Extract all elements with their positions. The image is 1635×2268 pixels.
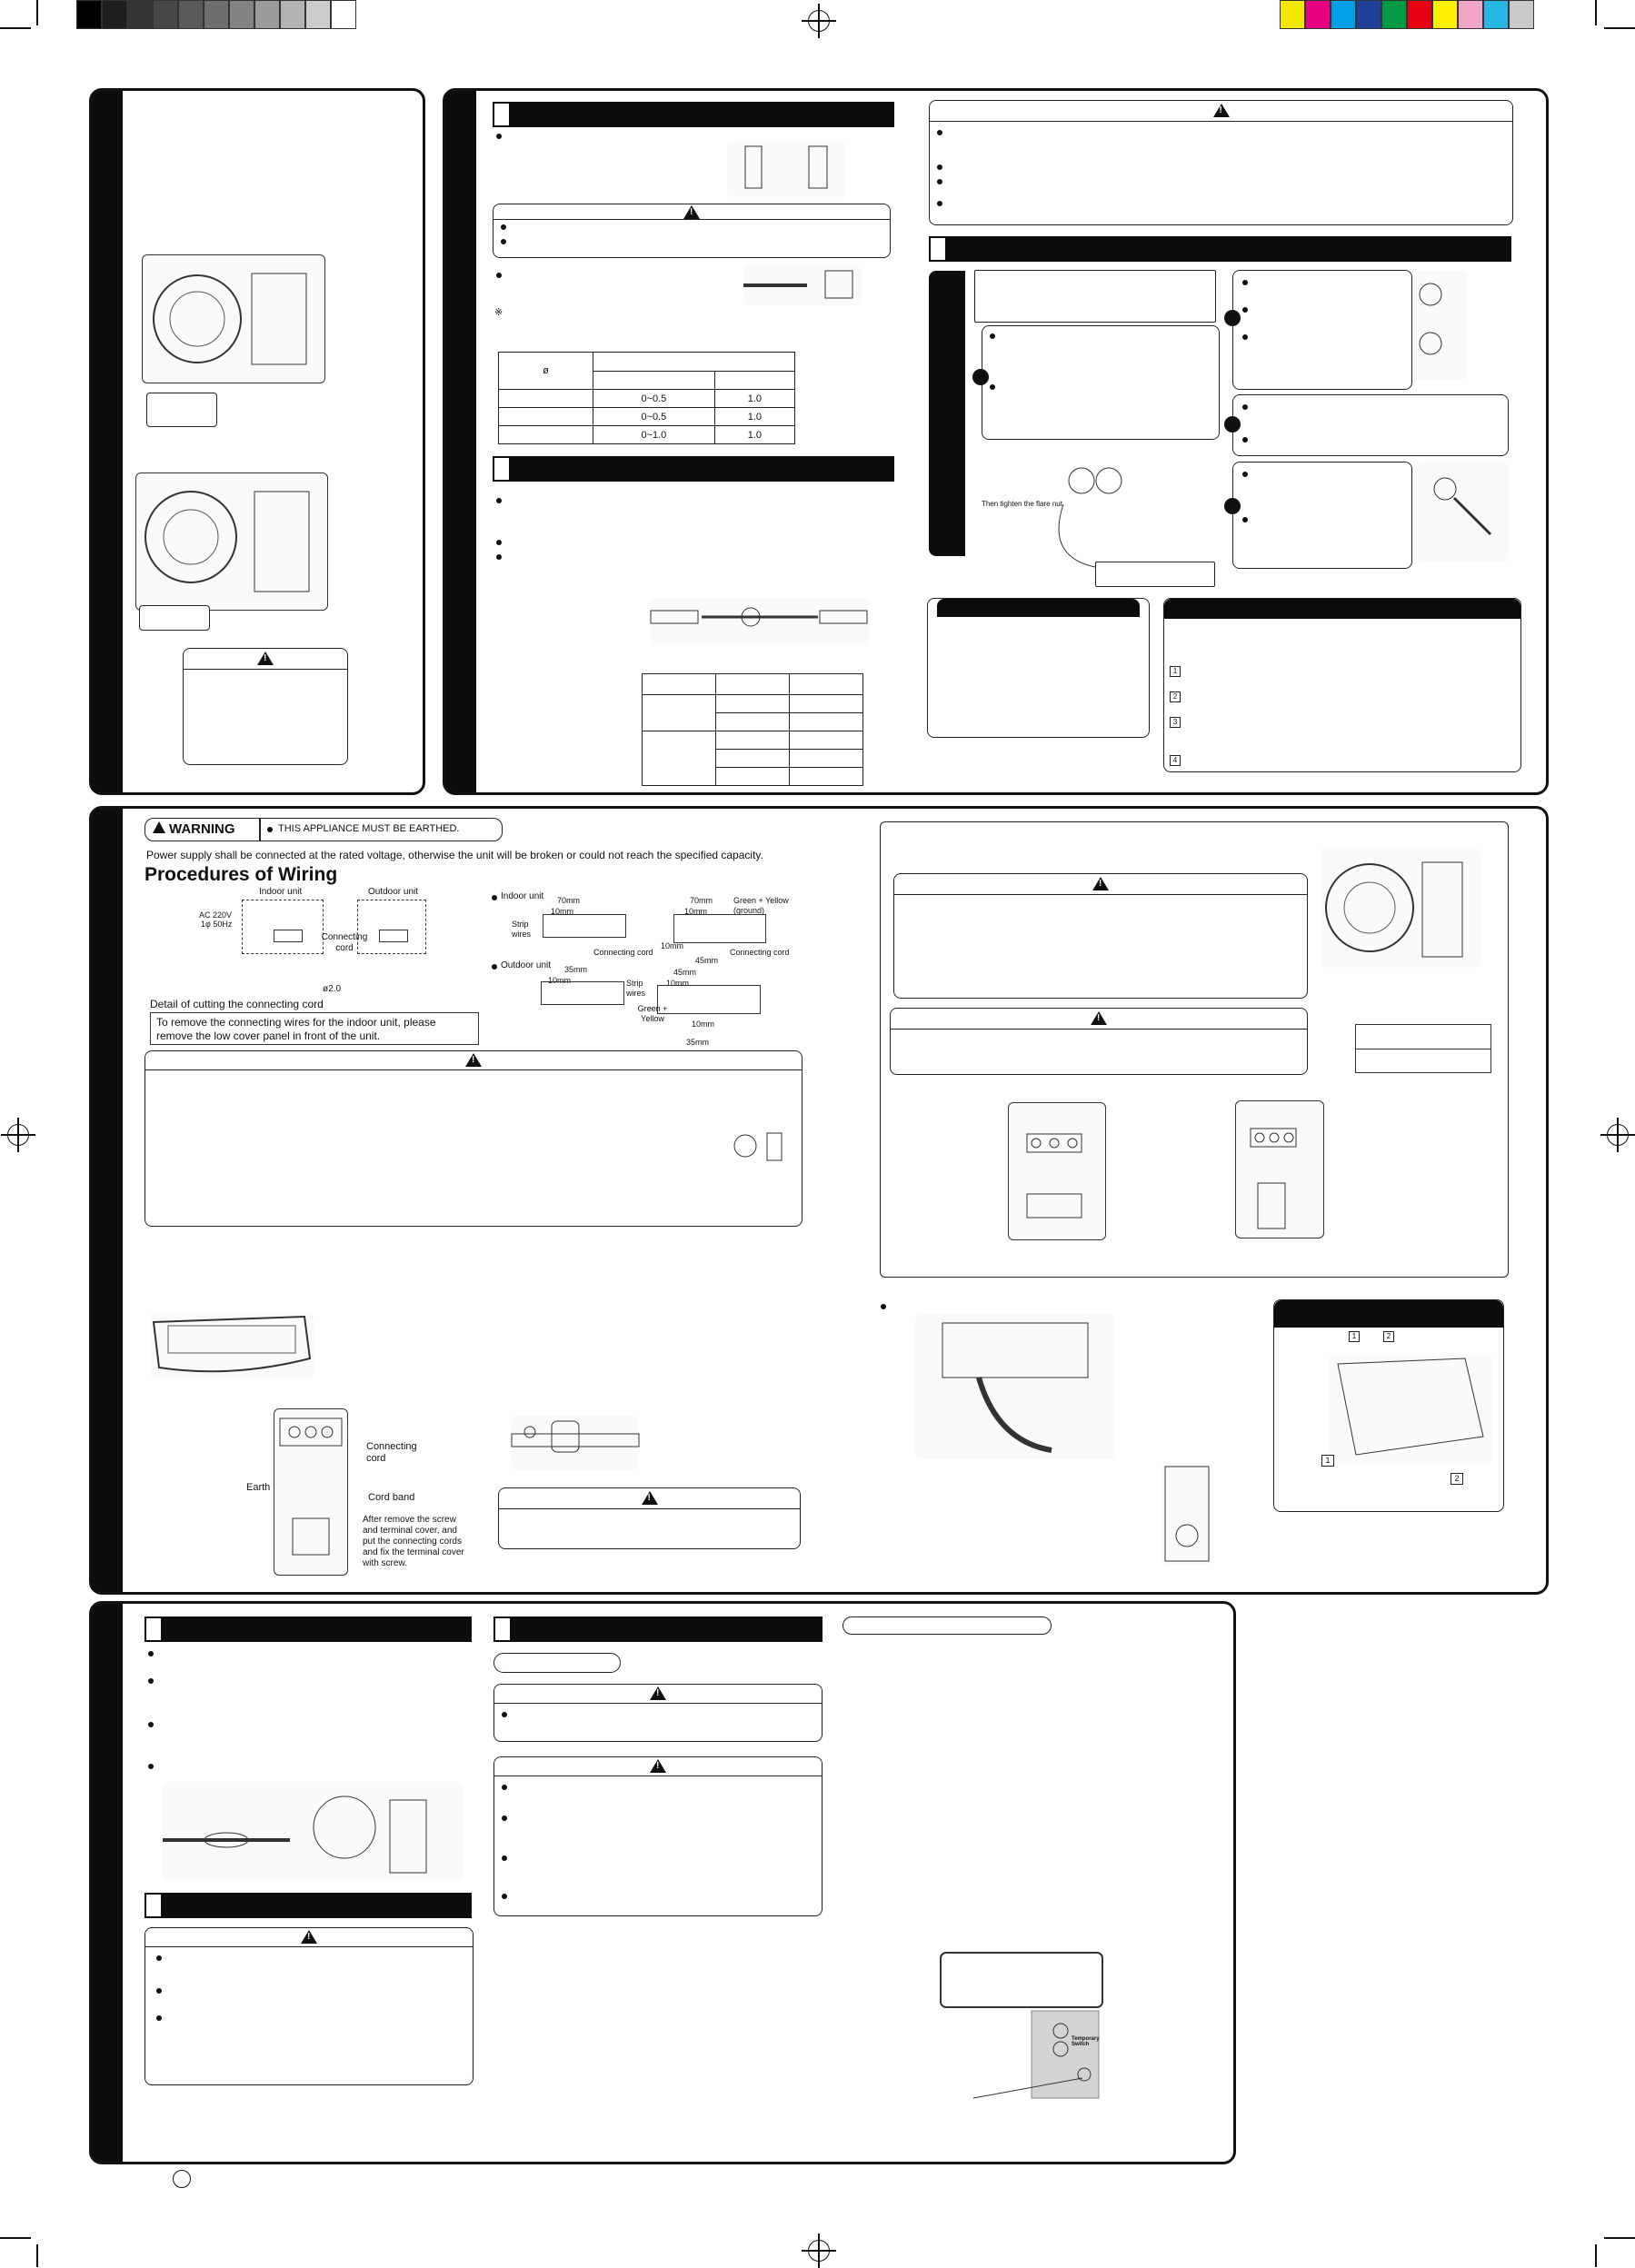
terminal-screw-illustration xyxy=(727,1124,791,1169)
marker-box-3: 1 xyxy=(1321,1455,1334,1467)
dim-label: 10mm xyxy=(661,941,684,950)
crop-mark xyxy=(0,2237,31,2239)
dim-label: 70mm xyxy=(557,896,581,905)
cord-outdoor-label: Outdoor unit xyxy=(501,960,552,970)
purging-box-5 xyxy=(1232,462,1412,569)
outdoor-unit-illustration-2 xyxy=(135,472,328,611)
connecting-cord-label-2: Connecting cord xyxy=(593,948,653,957)
wall-hole-illustration xyxy=(1161,1463,1212,1565)
caution-box-outdoor-2 xyxy=(890,1008,1308,1075)
indoor-terminal-illustration xyxy=(274,1408,348,1576)
section-header-operation xyxy=(493,1616,822,1642)
dim-label: 10mm xyxy=(551,907,574,916)
warning-icon xyxy=(650,1686,666,1700)
registration-mark-top xyxy=(808,10,830,32)
cord-drawing-4 xyxy=(657,985,761,1014)
purging-box-3 xyxy=(1232,270,1412,390)
panel-outdoor-unit xyxy=(89,88,425,795)
warning-label: WARNING xyxy=(169,821,235,837)
gray-swatch xyxy=(331,0,356,29)
flare-dimension-table xyxy=(498,352,795,444)
section-header-test xyxy=(145,1893,472,1918)
gray-swatch xyxy=(178,0,204,29)
terminal-block-indoor xyxy=(274,930,303,942)
step-marker-2 xyxy=(1224,310,1241,326)
outdoor-unit-label: Outdoor unit xyxy=(368,887,419,897)
label-box xyxy=(1095,562,1215,587)
gray-swatch xyxy=(102,0,127,29)
warning-icon xyxy=(642,1491,658,1505)
dim-label: 70mm xyxy=(690,896,713,905)
remove-note-box xyxy=(150,1012,479,1045)
crop-mark xyxy=(0,27,31,29)
rounded-label-box-2 xyxy=(842,1616,1052,1635)
remove-note-line2: remove the low cover panel in front of the unit. xyxy=(156,1030,381,1042)
gray-swatch xyxy=(254,0,280,29)
gauge-manifold-illustration xyxy=(991,450,1172,577)
color-swatch xyxy=(1483,0,1509,29)
outdoor-wiring-box xyxy=(880,821,1509,1278)
vacuum-caption: Then tighten the flare nut xyxy=(982,500,1062,508)
table-row: 0~1.0 1.0 xyxy=(499,426,795,444)
flare-tool-illustration xyxy=(727,141,845,197)
step-marker-1 xyxy=(972,369,989,385)
cord-band-label: Cord band xyxy=(368,1492,415,1503)
torque-table xyxy=(642,673,863,786)
indoor-unit-temp-switch-illustration xyxy=(937,1949,1106,2102)
insulation-illustration xyxy=(163,1782,463,1880)
section-header-insulation xyxy=(145,1616,472,1642)
color-swatch xyxy=(1381,0,1407,29)
cord-drawing-3 xyxy=(541,981,624,1005)
indoor-unit-label: Indoor unit xyxy=(259,887,303,897)
dim-label: 10mm xyxy=(684,907,708,916)
remove-note-line1: To remove the connecting wires for the indoor unit, please xyxy=(156,1016,436,1029)
connecting-cord-label-3: Connecting cord xyxy=(730,948,790,957)
section-header-flaring xyxy=(493,102,894,127)
step-box-1: 1 xyxy=(1170,666,1181,677)
warning-icon xyxy=(465,1053,482,1067)
color-swatch xyxy=(1432,0,1458,29)
marker-box-2: 2 xyxy=(1383,1331,1394,1342)
step-box-2: 2 xyxy=(1170,691,1181,702)
warning-triangle-icon xyxy=(153,821,165,833)
section-header-air-purging xyxy=(929,236,1511,262)
note-mark: ※ xyxy=(494,307,503,318)
color-swatch xyxy=(1407,0,1432,29)
outdoor-unit-wiring-illustration xyxy=(1321,848,1480,968)
purging-box-1 xyxy=(974,270,1216,323)
caution-box-op-1 xyxy=(493,1684,822,1742)
crop-mark xyxy=(1595,2244,1597,2267)
power-note: Power supply shall be connected at the rated voltage, otherwise the unit will be broken or could not reach the specified capacity. xyxy=(146,849,763,861)
crop-mark xyxy=(1595,0,1597,25)
gray-swatch xyxy=(127,0,153,29)
supply-label-1: AC 220V xyxy=(199,910,233,920)
step-box-4: 4 xyxy=(1170,755,1181,766)
purging-spine xyxy=(929,271,965,556)
check-box-left xyxy=(927,598,1150,738)
warning-icon xyxy=(1213,104,1230,117)
color-swatch xyxy=(1356,0,1381,29)
label-box xyxy=(146,393,217,427)
dim-label: 35mm xyxy=(564,965,588,974)
warning-icon xyxy=(1091,1011,1107,1025)
remote-box xyxy=(1273,1299,1504,1512)
cord-drawing-2 xyxy=(673,914,766,943)
registration-mark-bottom xyxy=(808,2240,830,2262)
table-header-dia: ø xyxy=(499,353,593,390)
gray-swatch xyxy=(280,0,305,29)
panel-bottom xyxy=(89,1601,1236,2164)
cord-indoor-label: Indoor unit xyxy=(501,891,544,901)
marker-box-4: 2 xyxy=(1451,1473,1463,1485)
terminal-block-outdoor xyxy=(379,930,408,942)
warning-icon xyxy=(257,652,274,665)
step-box-3: 3 xyxy=(1170,717,1181,728)
dim-label: 10mm xyxy=(666,979,690,988)
dim-label: 45mm xyxy=(673,968,697,977)
color-swatch xyxy=(1305,0,1331,29)
caution-box-outdoor-1 xyxy=(893,873,1308,999)
cord-clamp-illustration xyxy=(512,1416,639,1470)
green-yellow-label: Green + Yellow (ground) xyxy=(733,896,789,915)
table-row: 0~0.5 1.0 xyxy=(499,408,795,426)
gray-swatch xyxy=(229,0,254,29)
registration-mark-right xyxy=(1607,1124,1629,1146)
caution-box-clamp xyxy=(498,1487,801,1549)
panel-wiring xyxy=(89,806,1549,1595)
label-box xyxy=(139,605,210,631)
registration-mark-left xyxy=(7,1124,29,1146)
dim-label: 10mm xyxy=(548,976,572,985)
valve-illustration-2 xyxy=(1418,462,1509,562)
purging-box-4 xyxy=(1232,394,1509,456)
registration-color-bar xyxy=(76,0,358,29)
caution-box-test xyxy=(145,1927,474,2085)
caution-box xyxy=(183,648,348,765)
warning-icon xyxy=(301,1930,317,1944)
color-swatch xyxy=(1331,0,1356,29)
connecting-cord-label: Connecting cord xyxy=(321,932,368,953)
indoor-unit-box xyxy=(242,900,324,954)
marker-box-1: 1 xyxy=(1349,1331,1360,1342)
crop-mark xyxy=(36,0,38,25)
warning-banner xyxy=(145,818,503,841)
dia-label: ø2.0 xyxy=(323,984,342,994)
gray-swatch xyxy=(305,0,331,29)
connecting-cord-label-4: Connecting cord xyxy=(366,1441,417,1465)
dim-label: 45mm xyxy=(695,956,719,965)
warning-icon xyxy=(1092,877,1109,890)
piping-route-illustration xyxy=(915,1314,1115,1459)
gray-swatch xyxy=(153,0,178,29)
pipe-cutter-illustration xyxy=(743,265,862,305)
cord-drawing-1 xyxy=(543,914,626,938)
indoor-unit-illustration xyxy=(150,1313,314,1378)
section-header-connecting-pipes xyxy=(493,456,894,482)
gray-swatch xyxy=(204,0,229,29)
earthed-note: THIS APPLIANCE MUST BE EARTHED. xyxy=(278,823,460,834)
color-swatch xyxy=(1509,0,1534,29)
purging-box-2 xyxy=(982,325,1220,440)
caution-box-wiring xyxy=(145,1050,803,1227)
crop-mark xyxy=(36,2244,38,2267)
green-yellow-label-2: Green + Yellow xyxy=(637,1004,668,1023)
table-row: 0~0.5 1.0 xyxy=(499,390,795,408)
color-swatch xyxy=(1458,0,1483,29)
wiring-title: Procedures of Wiring xyxy=(145,864,338,885)
dim-label: 35mm xyxy=(686,1038,710,1047)
warning-icon xyxy=(650,1759,666,1773)
indoor-terminal-note: After remove the screw and terminal cover, and put the connecting cords and fix the terminal cover with screw. xyxy=(363,1515,464,1568)
recycle-mark xyxy=(173,2170,191,2188)
valve-illustration-1 xyxy=(1412,271,1467,380)
front-panel-illustration xyxy=(1329,1355,1492,1464)
dim-label: 10mm xyxy=(692,1020,715,1029)
terminal-board-illustration-2 xyxy=(1235,1100,1324,1238)
strip-wires-label: Strip wires xyxy=(512,920,532,939)
temporary-switch-label: Temporary Switch xyxy=(1072,2036,1100,2047)
color-swatch xyxy=(1280,0,1305,29)
panel-piping xyxy=(443,88,1549,795)
process-color-bar xyxy=(1280,0,1561,29)
crop-mark xyxy=(1604,27,1635,29)
caution-box-flaring xyxy=(493,204,891,258)
caution-box-top-right xyxy=(929,100,1513,225)
check-box-right xyxy=(1163,598,1521,772)
label-table xyxy=(1355,1024,1491,1073)
crop-mark xyxy=(1604,2237,1635,2239)
wrench-illustration xyxy=(651,598,869,643)
step-marker-3 xyxy=(1224,416,1241,433)
gray-swatch xyxy=(76,0,102,29)
terminal-board-illustration-1 xyxy=(1008,1102,1106,1240)
step-marker-4 xyxy=(1224,498,1241,514)
strip-wires-label-2: Strip wires xyxy=(626,979,646,998)
warning-icon xyxy=(683,205,700,219)
outdoor-unit-illustration-1 xyxy=(142,254,325,383)
supply-label-2: 1φ 50Hz xyxy=(201,920,233,929)
earth-label: Earth xyxy=(246,1482,271,1493)
detail-caption: Detail of cutting the connecting cord xyxy=(150,998,324,1010)
caution-box-op-2 xyxy=(493,1756,822,1916)
rounded-label-box xyxy=(493,1653,621,1673)
